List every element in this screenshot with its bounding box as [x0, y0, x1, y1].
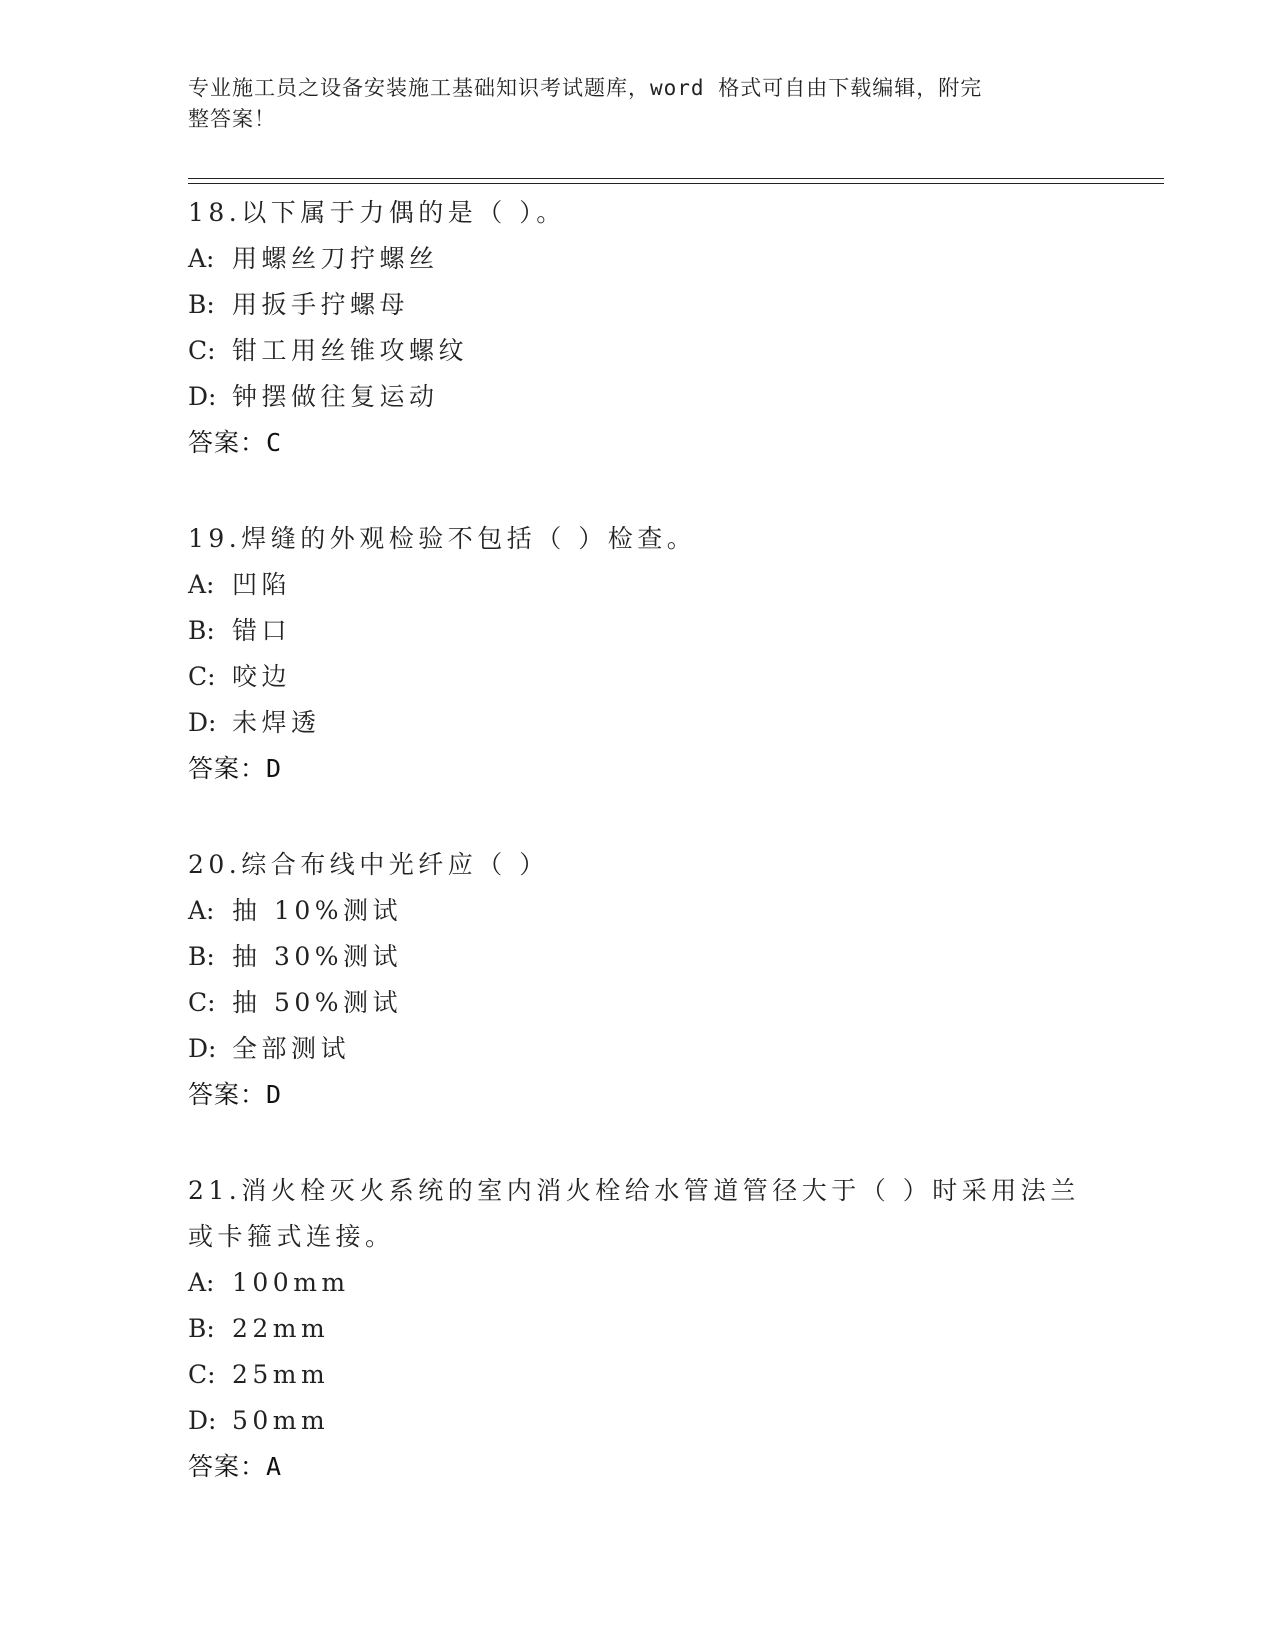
- option-b: [188, 608, 1088, 654]
- header-line-1: 专业施工员之设备安装施工基础知识考试题库，word 格式可自由下载编辑，附完: [188, 76, 983, 100]
- option-text: 用螺丝刀拧螺丝: [232, 244, 439, 273]
- option-text: 22mm: [232, 1314, 330, 1343]
- option-a: [188, 236, 1088, 282]
- option-d: [188, 1398, 1088, 1444]
- option-letter: A:: [188, 1268, 215, 1297]
- option-letter: C:: [188, 662, 216, 691]
- option-text: 用扳手拧螺母: [232, 290, 410, 319]
- option-text: 全部测试: [232, 1034, 351, 1063]
- option-text: 未焊透: [232, 708, 321, 737]
- option-letter: B:: [188, 290, 215, 319]
- option-text: 50mm: [232, 1406, 330, 1435]
- option-letter: C:: [188, 336, 216, 365]
- answer-line: 答案：D: [188, 1080, 283, 1109]
- option-c: [188, 1352, 1088, 1398]
- option-letter: C:: [188, 988, 216, 1017]
- option-d: [188, 374, 1088, 420]
- answer-line: 答案：A: [188, 1452, 283, 1481]
- option-d: [188, 1026, 1088, 1072]
- question-stem: 21.消火栓灭火系统的室内消火栓给水管道管径大于（ ）时采用法兰: [188, 1176, 1080, 1205]
- option-text: 抽 30%测试: [232, 942, 403, 971]
- option-a: [188, 1260, 1088, 1306]
- header-line-2: 整答案！: [188, 107, 276, 131]
- option-text: 100mm: [232, 1268, 350, 1297]
- question-stem: 19.焊缝的外观检验不包括（ ）检查。: [188, 524, 697, 553]
- option-text: 钟摆做往复运动: [232, 382, 439, 411]
- question-list: [188, 190, 1088, 1540]
- option-text: 抽 50%测试: [232, 988, 403, 1017]
- question-19: [188, 516, 1088, 792]
- option-letter: D:: [188, 708, 217, 737]
- option-b: [188, 934, 1088, 980]
- option-text: 错口: [232, 616, 292, 645]
- question-21: [188, 1168, 1088, 1490]
- option-c: [188, 328, 1088, 374]
- option-text: 抽 10%测试: [232, 896, 403, 925]
- question-20: [188, 842, 1088, 1118]
- option-letter: B:: [188, 616, 215, 645]
- option-letter: A:: [188, 244, 215, 273]
- option-letter: D:: [188, 1406, 217, 1435]
- option-text: 钳工用丝锥攻螺纹: [232, 336, 469, 365]
- option-b: [188, 282, 1088, 328]
- option-text: 凹陷: [232, 570, 292, 599]
- header-divider-bottom: [188, 183, 1164, 184]
- option-letter: A:: [188, 570, 215, 599]
- option-letter: C:: [188, 1360, 216, 1389]
- option-letter: D:: [188, 382, 217, 411]
- document-header: [188, 73, 1078, 135]
- question-stem: 18.以下属于力偶的是（ ）。: [188, 198, 566, 227]
- option-text: 25mm: [232, 1360, 330, 1389]
- answer-line: 答案：D: [188, 754, 283, 783]
- option-c: [188, 654, 1088, 700]
- option-a: [188, 888, 1088, 934]
- option-a: [188, 562, 1088, 608]
- question-stem-continued: 或卡箍式连接。: [188, 1222, 395, 1251]
- option-letter: A:: [188, 896, 215, 925]
- option-b: [188, 1306, 1088, 1352]
- option-letter: B:: [188, 942, 215, 971]
- option-text: 咬边: [232, 662, 292, 691]
- question-stem: 20.综合布线中光纤应（ ）: [188, 850, 549, 879]
- option-letter: D:: [188, 1034, 217, 1063]
- option-d: [188, 700, 1088, 746]
- header-divider-top: [188, 178, 1164, 179]
- answer-line: 答案：C: [188, 428, 283, 457]
- question-18: [188, 190, 1088, 466]
- option-c: [188, 980, 1088, 1026]
- option-letter: B:: [188, 1314, 215, 1343]
